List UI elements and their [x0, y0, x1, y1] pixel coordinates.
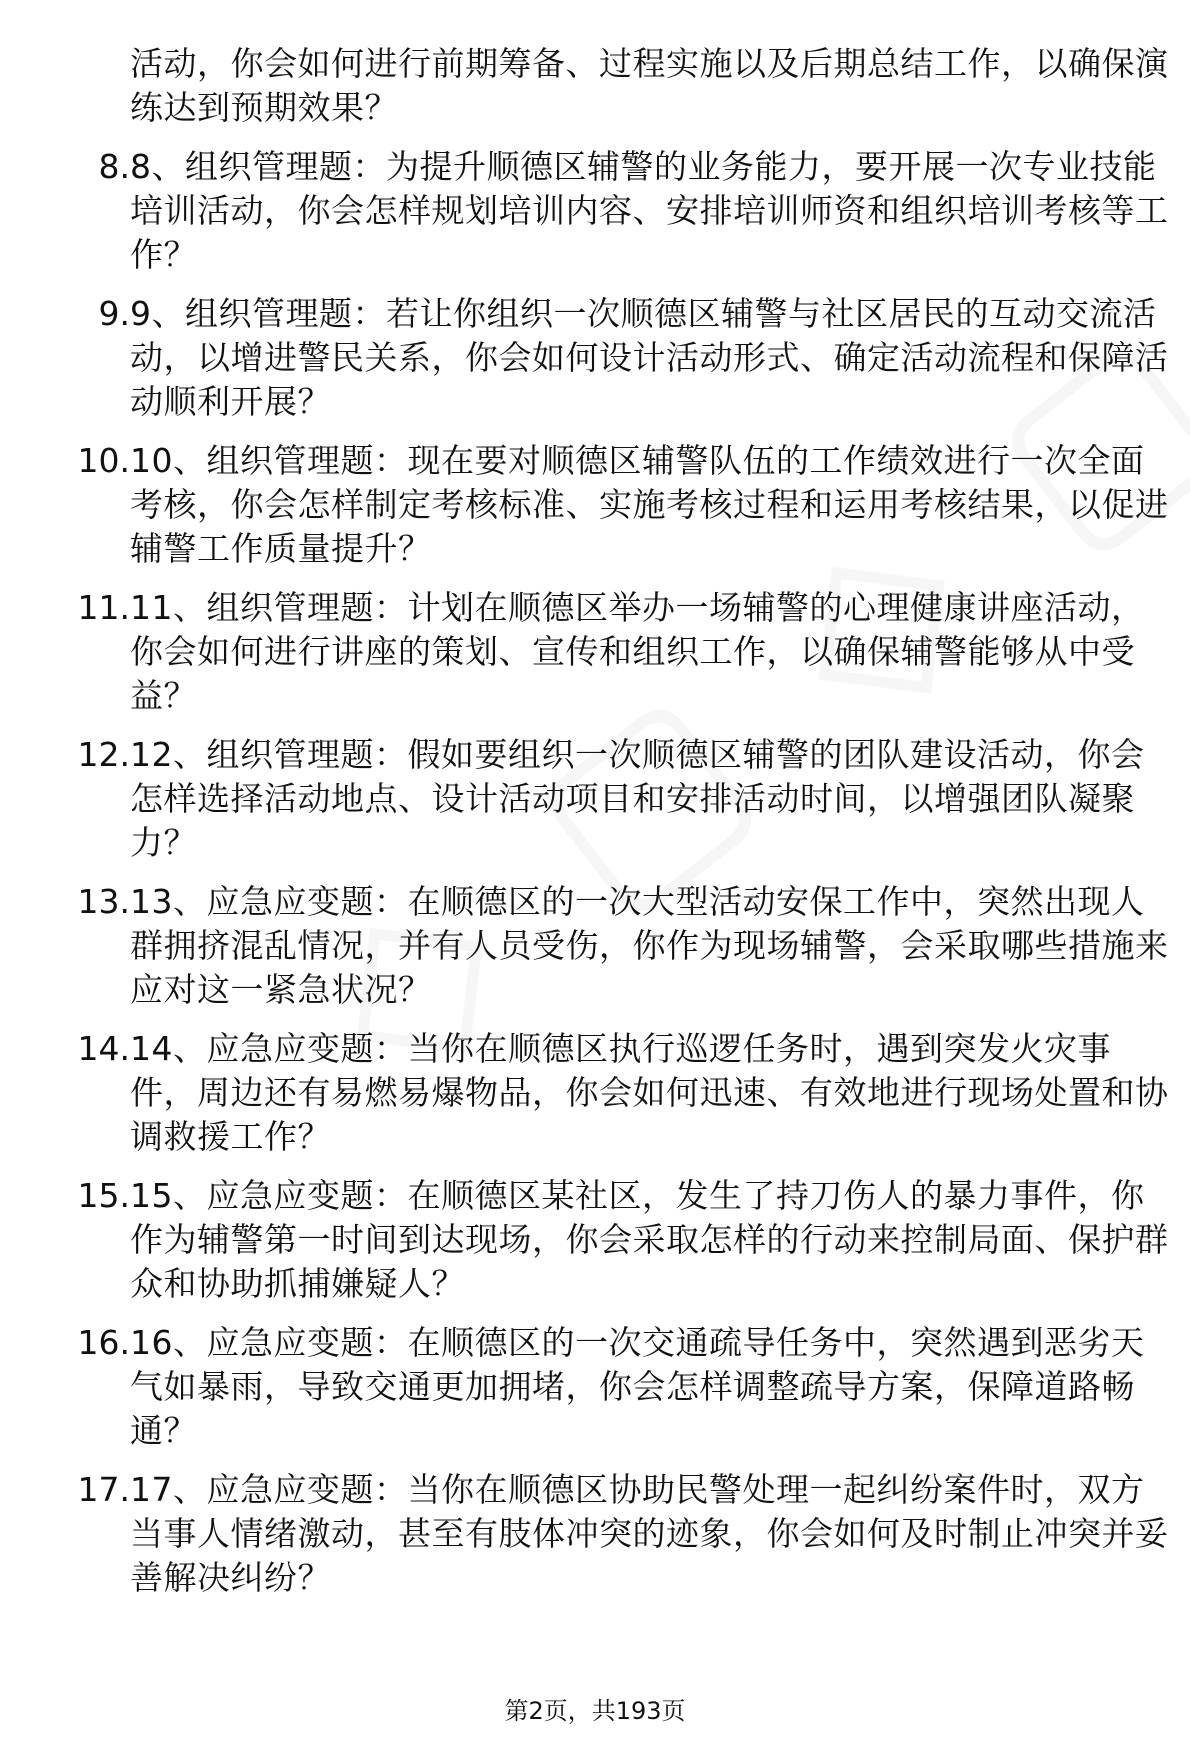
question-list	[0, 145, 1190, 1600]
continued-question-text: 活动，你会如何进行前期筹备、过程实施以及后期总结工作，以确保演练达到预期效果？	[130, 44, 1169, 127]
question-number: 12.	[77, 735, 130, 774]
question-text: 16、应急应变题：在顺德区的一次交通疏导任务中，突然遇到恶劣天气如暴雨，导致交通更加拥堵，你会怎样调整疏导方案，保障道路畅通？	[130, 1323, 1145, 1450]
question-text: 13、应急应变题：在顺德区的一次大型活动安保工作中，突然出现人群拥挤混乱情况，并有人员受伤，你作为现场辅警，会采取哪些措施来应对这一紧急状况？	[130, 882, 1169, 1009]
question-text: 15、应急应变题：在顺德区某社区，发生了持刀伤人的暴力事件，你作为辅警第一时间到达现场，你会采取怎样的行动来控制局面、保护群众和协助抓捕嫌疑人？	[130, 1176, 1169, 1303]
list-item	[0, 880, 1190, 1012]
question-text: 9、组织管理题：若让你组织一次顺德区辅警与社区居民的互动交流活动，以增进警民关系，你会如何设计活动形式、确定活动流程和保障活动顺利开展？	[130, 294, 1169, 421]
question-text: 11、组织管理题：计划在顺德区举办一场辅警的心理健康讲座活动，你会如何进行讲座的策划、宣传和组织工作，以确保辅警能够从中受益？	[130, 588, 1145, 715]
question-text: 12、组织管理题：假如要组织一次顺德区辅警的团队建设活动，你会怎样选择活动地点、设计活动项目和安排活动时间，以增强团队凝聚力？	[130, 735, 1145, 862]
list-item	[0, 145, 1190, 277]
list-item	[0, 586, 1190, 718]
list-item	[0, 1468, 1190, 1600]
question-number: 9.	[98, 294, 130, 333]
question-number: 17.	[77, 1470, 130, 1509]
page-footer: 第2页，共193页	[504, 1697, 686, 1725]
question-number: 8.	[98, 147, 130, 186]
question-list-container	[0, 42, 1190, 1600]
question-number: 13.	[77, 882, 130, 921]
question-number: 14.	[77, 1029, 130, 1068]
question-number: 11.	[77, 588, 130, 627]
list-item	[0, 1027, 1190, 1159]
question-text: 17、应急应变题：当你在顺德区协助民警处理一起纠纷案件时，双方当事人情绪激动，甚至有肢体冲突的迹象，你会如何及时制止冲突并妥善解决纠纷？	[130, 1470, 1169, 1597]
list-item	[0, 733, 1190, 865]
list-item	[0, 1174, 1190, 1306]
question-text: 14、应急应变题：当你在顺德区执行巡逻任务时，遇到突发火灾事件，周边还有易燃易爆物品，你会如何迅速、有效地进行现场处置和协调救援工作？	[130, 1029, 1169, 1156]
question-text: 8、组织管理题：为提升顺德区辅警的业务能力，要开展一次专业技能培训活动，你会怎样规划培训内容、安排培训师资和组织培训考核等工作？	[130, 147, 1169, 274]
list-item	[0, 292, 1190, 424]
list-item	[0, 439, 1190, 571]
question-text: 10、组织管理题：现在要对顺德区辅警队伍的工作绩效进行一次全面考核，你会怎样制定考核标准、实施考核过程和运用考核结果，以促进辅警工作质量提升？	[130, 441, 1169, 568]
question-number: 15.	[77, 1176, 130, 1215]
question-number: 10.	[77, 441, 130, 480]
question-number: 16.	[77, 1323, 130, 1362]
list-item	[0, 1321, 1190, 1453]
